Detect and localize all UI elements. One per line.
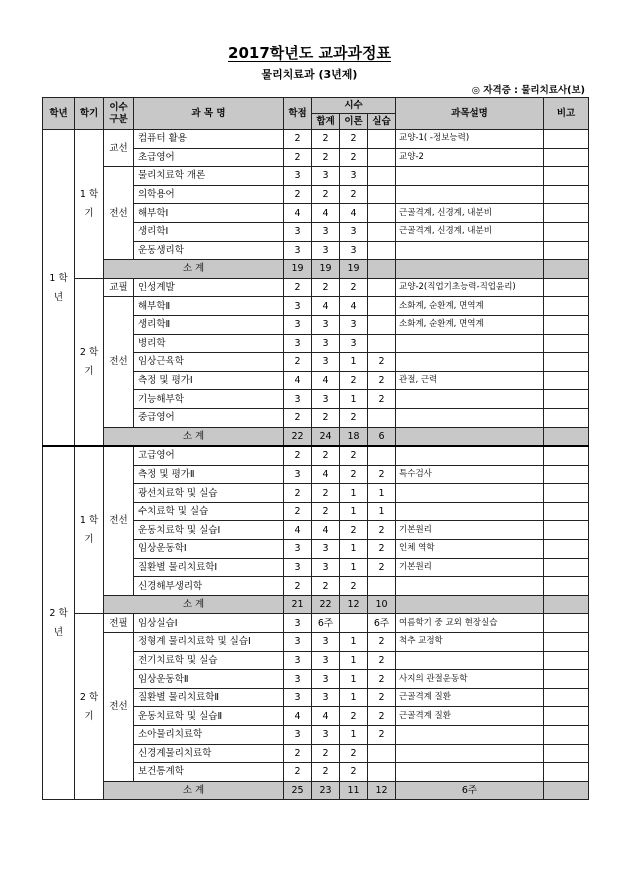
- credits-cell: 2: [284, 185, 312, 204]
- hours-total-cell: 4: [312, 297, 340, 316]
- hours-total-cell: 6주: [312, 614, 340, 633]
- hours-theory-cell: 2: [340, 744, 368, 763]
- hours-practice-cell: [368, 408, 396, 427]
- credits-cell: 2: [284, 130, 312, 149]
- subject-cell: 의학용어: [134, 185, 284, 204]
- curriculum-table: [42, 97, 589, 800]
- semester-cell: 2 학 기: [75, 614, 104, 800]
- hours-practice-cell: 1: [368, 484, 396, 503]
- subject-cell: 중급영어: [134, 408, 284, 427]
- remarks-cell: [544, 763, 589, 782]
- subtotal-description: 6주: [396, 781, 544, 800]
- remarks-cell: [544, 130, 589, 149]
- hours-practice-cell: 2: [368, 651, 396, 670]
- hours-practice-cell: [368, 241, 396, 260]
- remarks-cell: [544, 521, 589, 540]
- year-cell: 2 학 년: [43, 446, 75, 800]
- hours-theory-cell: 3: [340, 241, 368, 260]
- credits-cell: 3: [284, 688, 312, 707]
- remarks-cell: [544, 633, 589, 652]
- credits-cell: 2: [284, 353, 312, 372]
- hours-theory-cell: 2: [340, 577, 368, 596]
- credits-cell: 2: [284, 577, 312, 596]
- hours-total-cell: 2: [312, 446, 340, 465]
- hours-theory-cell: 1: [340, 558, 368, 577]
- description-cell: 인체 역학: [396, 540, 544, 559]
- subject-cell: 측정 및 평가Ⅰ: [134, 371, 284, 390]
- hours-theory-cell: 2: [340, 763, 368, 782]
- subtotal-row: [43, 427, 589, 446]
- hours-theory-cell: 2: [340, 278, 368, 297]
- subject-cell: 임상운동학Ⅱ: [134, 670, 284, 689]
- description-cell: 소화계, 순환계, 면역계: [396, 315, 544, 334]
- hours-practice-cell: 2: [368, 726, 396, 745]
- subject-cell: 신경해부생리학: [134, 577, 284, 596]
- header-theory: 이론: [340, 114, 368, 130]
- header-remarks: 비고: [544, 98, 589, 130]
- hours-practice-cell: [368, 763, 396, 782]
- description-cell: [396, 390, 544, 409]
- credits-cell: 4: [284, 707, 312, 726]
- table-row: [43, 633, 589, 652]
- credits-cell: 3: [284, 651, 312, 670]
- semester-cell: 1 학 기: [75, 130, 104, 279]
- hours-total-cell: 2: [312, 130, 340, 149]
- table-row: [43, 446, 589, 465]
- subtotal-credits: 19: [284, 260, 312, 279]
- hours-theory-cell: 1: [340, 484, 368, 503]
- description-cell: [396, 651, 544, 670]
- hours-theory-cell: 4: [340, 297, 368, 316]
- hours-total-cell: 3: [312, 241, 340, 260]
- subtotal-label: 소 계: [104, 260, 284, 279]
- remarks-cell: [544, 484, 589, 503]
- category-cell: 전선: [104, 633, 134, 782]
- remarks-cell: [544, 707, 589, 726]
- remarks-cell: [544, 540, 589, 559]
- subtotal-description: [396, 260, 544, 279]
- certification-note: ◎ 자격증 : 물리치료사(보): [471, 85, 585, 96]
- hours-practice-cell: 2: [368, 633, 396, 652]
- hours-total-cell: 4: [312, 521, 340, 540]
- credits-cell: 2: [284, 148, 312, 167]
- hours-theory-cell: 1: [340, 540, 368, 559]
- subtotal-hours-practice: [368, 260, 396, 279]
- remarks-cell: [544, 577, 589, 596]
- subtotal-remarks: [544, 595, 589, 614]
- hours-theory-cell: 3: [340, 315, 368, 334]
- hours-theory-cell: 3: [340, 334, 368, 353]
- credits-cell: 3: [284, 670, 312, 689]
- description-cell: [396, 353, 544, 372]
- credits-cell: 2: [284, 484, 312, 503]
- category-cell: 교선: [104, 130, 134, 167]
- hours-total-cell: 3: [312, 633, 340, 652]
- subject-cell: 해부학Ⅰ: [134, 204, 284, 223]
- remarks-cell: [544, 614, 589, 633]
- category-cell: 교필: [104, 278, 134, 297]
- subtotal-remarks: [544, 260, 589, 279]
- remarks-cell: [544, 315, 589, 334]
- subtotal-hours-practice: 6: [368, 427, 396, 446]
- hours-theory-cell: 2: [340, 446, 368, 465]
- remarks-cell: [544, 408, 589, 427]
- description-cell: 사지의 관절운동학: [396, 670, 544, 689]
- credits-cell: 2: [284, 502, 312, 521]
- credits-cell: 3: [284, 633, 312, 652]
- subject-cell: 운동생리학: [134, 241, 284, 260]
- hours-practice-cell: [368, 744, 396, 763]
- hours-practice-cell: 2: [368, 353, 396, 372]
- hours-total-cell: 3: [312, 726, 340, 745]
- subtotal-remarks: [544, 427, 589, 446]
- remarks-cell: [544, 222, 589, 241]
- header-practice: 실습: [368, 114, 396, 130]
- remarks-cell: [544, 334, 589, 353]
- subject-cell: 생리학Ⅱ: [134, 315, 284, 334]
- subject-cell: 운동치료학 및 실습Ⅰ: [134, 521, 284, 540]
- description-cell: [396, 726, 544, 745]
- remarks-cell: [544, 353, 589, 372]
- hours-practice-cell: 2: [368, 390, 396, 409]
- description-cell: 기본원리: [396, 558, 544, 577]
- subject-cell: 수치료학 및 실습: [134, 502, 284, 521]
- header-description: 과목설명: [396, 98, 544, 130]
- hours-total-cell: 4: [312, 371, 340, 390]
- description-cell: [396, 446, 544, 465]
- subtotal-description: [396, 595, 544, 614]
- remarks-cell: [544, 446, 589, 465]
- credits-cell: 3: [284, 241, 312, 260]
- credits-cell: 3: [284, 558, 312, 577]
- description-cell: 기본원리: [396, 521, 544, 540]
- hours-practice-cell: 2: [368, 670, 396, 689]
- description-cell: 근골격계, 신경계, 내분비: [396, 204, 544, 223]
- hours-total-cell: 2: [312, 744, 340, 763]
- remarks-cell: [544, 670, 589, 689]
- hours-practice-cell: 2: [368, 558, 396, 577]
- hours-theory-cell: 1: [340, 502, 368, 521]
- hours-total-cell: 3: [312, 540, 340, 559]
- hours-total-cell: 4: [312, 465, 340, 484]
- credits-cell: 2: [284, 763, 312, 782]
- hours-theory-cell: 3: [340, 222, 368, 241]
- table-row: [43, 167, 589, 186]
- subtotal-credits: 25: [284, 781, 312, 800]
- hours-theory-cell: 2: [340, 707, 368, 726]
- description-cell: 교양-2: [396, 148, 544, 167]
- hours-total-cell: 2: [312, 763, 340, 782]
- hours-total-cell: 2: [312, 577, 340, 596]
- hours-total-cell: 3: [312, 670, 340, 689]
- subtotal-hours-practice: 12: [368, 781, 396, 800]
- remarks-cell: [544, 185, 589, 204]
- hours-practice-cell: [368, 334, 396, 353]
- header-hours: 시수: [312, 98, 396, 114]
- subject-cell: 신경계물리치료학: [134, 744, 284, 763]
- credits-cell: 4: [284, 204, 312, 223]
- hours-practice-cell: 2: [368, 465, 396, 484]
- hours-theory-cell: 1: [340, 726, 368, 745]
- subtotal-label: 소 계: [104, 781, 284, 800]
- subtotal-hours-total: 19: [312, 260, 340, 279]
- subtotal-hours-total: 24: [312, 427, 340, 446]
- hours-practice-cell: [368, 148, 396, 167]
- credits-cell: 3: [284, 390, 312, 409]
- subtotal-label: 소 계: [104, 427, 284, 446]
- table-row: [43, 278, 589, 297]
- hours-total-cell: 2: [312, 278, 340, 297]
- header-total: 합계: [312, 114, 340, 130]
- remarks-cell: [544, 558, 589, 577]
- hours-theory-cell: 2: [340, 371, 368, 390]
- hours-total-cell: 3: [312, 558, 340, 577]
- header-credits: 학점: [284, 98, 312, 130]
- subject-cell: 고급영어: [134, 446, 284, 465]
- subject-cell: 컴퓨터 활용: [134, 130, 284, 149]
- subtotal-label: 소 계: [104, 595, 284, 614]
- remarks-cell: [544, 465, 589, 484]
- credits-cell: 3: [284, 726, 312, 745]
- remarks-cell: [544, 241, 589, 260]
- description-cell: [396, 502, 544, 521]
- credits-cell: 4: [284, 371, 312, 390]
- semester-cell: 2 학 기: [75, 278, 104, 446]
- subtotal-hours-theory: 12: [340, 595, 368, 614]
- description-cell: 교양-1( -정보능력): [396, 130, 544, 149]
- credits-cell: 4: [284, 521, 312, 540]
- hours-theory-cell: 2: [340, 465, 368, 484]
- subject-cell: 병리학: [134, 334, 284, 353]
- hours-theory-cell: 1: [340, 390, 368, 409]
- subject-cell: 광선치료학 및 실습: [134, 484, 284, 503]
- hours-practice-cell: 6주: [368, 614, 396, 633]
- hours-total-cell: 4: [312, 707, 340, 726]
- hours-total-cell: 4: [312, 204, 340, 223]
- description-cell: 근골격계, 신경계, 내분비: [396, 222, 544, 241]
- subtotal-description: [396, 427, 544, 446]
- year-cell: 1 학 년: [43, 130, 75, 447]
- description-cell: [396, 185, 544, 204]
- subject-cell: 초급영어: [134, 148, 284, 167]
- hours-practice-cell: 2: [368, 521, 396, 540]
- hours-total-cell: 3: [312, 315, 340, 334]
- header-subject: 과 목 명: [134, 98, 284, 130]
- hours-total-cell: 3: [312, 353, 340, 372]
- hours-total-cell: 2: [312, 148, 340, 167]
- subject-cell: 소아물리치료학: [134, 726, 284, 745]
- remarks-cell: [544, 502, 589, 521]
- semester-cell: 1 학 기: [75, 446, 104, 614]
- subtotal-hours-theory: 18: [340, 427, 368, 446]
- hours-practice-cell: 2: [368, 540, 396, 559]
- description-cell: 관절, 근력: [396, 371, 544, 390]
- description-cell: [396, 167, 544, 186]
- hours-theory-cell: 1: [340, 633, 368, 652]
- description-cell: 여름학기 중 교외 현장실습: [396, 614, 544, 633]
- description-cell: 교양-2(직업기초능력-직업윤리): [396, 278, 544, 297]
- credits-cell: 3: [284, 540, 312, 559]
- hours-total-cell: 2: [312, 484, 340, 503]
- subtotal-credits: 22: [284, 427, 312, 446]
- remarks-cell: [544, 297, 589, 316]
- credits-cell: 3: [284, 315, 312, 334]
- credits-cell: 2: [284, 744, 312, 763]
- description-cell: 근골격계 질환: [396, 707, 544, 726]
- hours-practice-cell: [368, 222, 396, 241]
- subject-cell: 기능해부학: [134, 390, 284, 409]
- credits-cell: 3: [284, 167, 312, 186]
- subject-cell: 임상실습Ⅰ: [134, 614, 284, 633]
- hours-theory-cell: 1: [340, 688, 368, 707]
- hours-theory-cell: [340, 614, 368, 633]
- description-cell: 척추 교정학: [396, 633, 544, 652]
- subtotal-row: [43, 595, 589, 614]
- header-year: 학년: [43, 98, 75, 130]
- hours-total-cell: 2: [312, 185, 340, 204]
- credits-cell: 3: [284, 222, 312, 241]
- credits-cell: 3: [284, 614, 312, 633]
- hours-total-cell: 3: [312, 651, 340, 670]
- subject-cell: 생리학Ⅰ: [134, 222, 284, 241]
- remarks-cell: [544, 204, 589, 223]
- subject-cell: 해부학Ⅱ: [134, 297, 284, 316]
- hours-practice-cell: [368, 204, 396, 223]
- hours-practice-cell: [368, 185, 396, 204]
- remarks-cell: [544, 390, 589, 409]
- subtotal-hours-total: 22: [312, 595, 340, 614]
- hours-theory-cell: 2: [340, 408, 368, 427]
- subtotal-hours-practice: 10: [368, 595, 396, 614]
- header-semester: 학기: [75, 98, 104, 130]
- description-cell: [396, 408, 544, 427]
- description-cell: [396, 577, 544, 596]
- hours-practice-cell: [368, 315, 396, 334]
- hours-theory-cell: 2: [340, 130, 368, 149]
- subtotal-row: [43, 260, 589, 279]
- description-cell: 근골격계 질환: [396, 688, 544, 707]
- subtotal-hours-total: 23: [312, 781, 340, 800]
- subtotal-hours-theory: 11: [340, 781, 368, 800]
- hours-total-cell: 3: [312, 222, 340, 241]
- subject-cell: 질환별 물리치료학Ⅱ: [134, 688, 284, 707]
- hours-theory-cell: 2: [340, 521, 368, 540]
- remarks-cell: [544, 371, 589, 390]
- department-subtitle: 물리치료과 (3년제): [261, 68, 358, 81]
- hours-theory-cell: 2: [340, 185, 368, 204]
- subject-cell: 임상운동학Ⅰ: [134, 540, 284, 559]
- table-header: [43, 98, 589, 130]
- hours-practice-cell: [368, 577, 396, 596]
- hours-practice-cell: 2: [368, 688, 396, 707]
- subject-cell: 물리치료학 개론: [134, 167, 284, 186]
- hours-practice-cell: [368, 297, 396, 316]
- table-row: [43, 297, 589, 316]
- hours-theory-cell: 1: [340, 670, 368, 689]
- subtotal-remarks: [544, 781, 589, 800]
- hours-theory-cell: 1: [340, 651, 368, 670]
- credits-cell: 3: [284, 334, 312, 353]
- credits-cell: 3: [284, 465, 312, 484]
- hours-theory-cell: 4: [340, 204, 368, 223]
- subject-cell: 임상근육학: [134, 353, 284, 372]
- description-cell: 특수검사: [396, 465, 544, 484]
- subject-cell: 인성계발: [134, 278, 284, 297]
- hours-practice-cell: 2: [368, 707, 396, 726]
- hours-practice-cell: [368, 130, 396, 149]
- category-cell: 전선: [104, 167, 134, 260]
- subject-cell: 운동치료학 및 실습Ⅱ: [134, 707, 284, 726]
- table-body: [43, 130, 589, 800]
- hours-practice-cell: 2: [368, 371, 396, 390]
- hours-practice-cell: [368, 278, 396, 297]
- hours-practice-cell: [368, 167, 396, 186]
- credits-cell: 3: [284, 297, 312, 316]
- credits-cell: 2: [284, 408, 312, 427]
- description-cell: [396, 744, 544, 763]
- description-cell: [396, 763, 544, 782]
- hours-total-cell: 2: [312, 502, 340, 521]
- subject-cell: 보건통계학: [134, 763, 284, 782]
- credits-cell: 2: [284, 278, 312, 297]
- remarks-cell: [544, 167, 589, 186]
- description-cell: [396, 484, 544, 503]
- hours-total-cell: 3: [312, 688, 340, 707]
- header-category: 이수구분: [104, 98, 134, 130]
- table-row: [43, 130, 589, 149]
- hours-theory-cell: 2: [340, 148, 368, 167]
- page-title: 2017학년도 교과과정표: [228, 44, 391, 62]
- category-cell: 전선: [104, 446, 134, 595]
- subject-cell: 정형계 물리치료학 및 실습Ⅰ: [134, 633, 284, 652]
- hours-total-cell: 3: [312, 390, 340, 409]
- subject-cell: 질환별 물리치료학Ⅰ: [134, 558, 284, 577]
- hours-total-cell: 2: [312, 408, 340, 427]
- subtotal-hours-theory: 19: [340, 260, 368, 279]
- hours-practice-cell: [368, 446, 396, 465]
- hours-theory-cell: 3: [340, 167, 368, 186]
- subject-cell: 전기치료학 및 실습: [134, 651, 284, 670]
- description-cell: [396, 334, 544, 353]
- category-cell: 전선: [104, 297, 134, 427]
- category-cell: 전필: [104, 614, 134, 633]
- remarks-cell: [544, 688, 589, 707]
- remarks-cell: [544, 651, 589, 670]
- table-row: [43, 614, 589, 633]
- remarks-cell: [544, 148, 589, 167]
- remarks-cell: [544, 278, 589, 297]
- remarks-cell: [544, 726, 589, 745]
- hours-total-cell: 3: [312, 167, 340, 186]
- subtotal-credits: 21: [284, 595, 312, 614]
- description-cell: [396, 241, 544, 260]
- subtotal-row: [43, 781, 589, 800]
- hours-practice-cell: 1: [368, 502, 396, 521]
- subject-cell: 측정 및 평가Ⅱ: [134, 465, 284, 484]
- description-cell: 소화계, 순환계, 면역계: [396, 297, 544, 316]
- hours-theory-cell: 1: [340, 353, 368, 372]
- remarks-cell: [544, 744, 589, 763]
- credits-cell: 2: [284, 446, 312, 465]
- hours-total-cell: 3: [312, 334, 340, 353]
